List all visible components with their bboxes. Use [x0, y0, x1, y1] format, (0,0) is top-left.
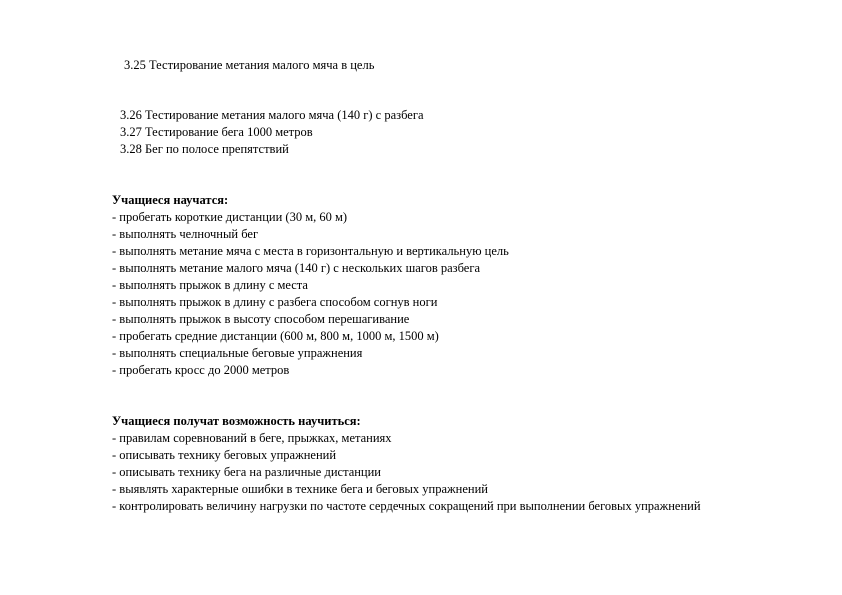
list-item: - выполнять челночный бег: [112, 227, 259, 241]
list-item: - описывать технику бега на различные дистанции: [112, 465, 381, 479]
learn-heading: Учащиеся научатся:: [112, 193, 229, 207]
list-item: - пробегать короткие дистанции (30 м, 60 м): [112, 210, 348, 224]
possible-heading: Учащиеся получат возможность научиться:: [112, 414, 361, 428]
list-item: - выполнять метание малого мяча (140 г) с нескольких шагов разбега: [112, 261, 481, 275]
list-item: - контролировать величину нагрузки по частоте сердечных сокращений при выполнении беговых упражнений: [112, 499, 701, 513]
topic-3-25: 3.25 Тестирование метания малого мяча в цель: [124, 58, 375, 72]
topic-3-26: 3.26 Тестирование метания малого мяча (140 г) с разбега: [120, 108, 424, 122]
list-item: - правилам соревнований в беге, прыжках, метаниях: [112, 431, 392, 445]
list-item: - выполнять прыжок в высоту способом перешагивание: [112, 312, 410, 326]
list-item: - выполнять метание мяча с места в горизонтальную и вертикальную цель: [112, 244, 509, 258]
list-item: - пробегать средние дистанции (600 м, 800 м, 1000 м, 1500 м): [112, 329, 439, 343]
list-item: - выполнять прыжок в длину с места: [112, 278, 308, 292]
list-item: - выявлять характерные ошибки в технике бега и беговых упражнений: [112, 482, 488, 496]
list-item: - описывать технику беговых упражнений: [112, 448, 337, 462]
list-item: - выполнять специальные беговые упражнения: [112, 346, 363, 360]
list-item: - выполнять прыжок в длину с разбега способом согнув ноги: [112, 295, 438, 309]
topic-3-27: 3.27 Тестирование бега 1000 метров: [120, 125, 313, 139]
topic-3-28: 3.28 Бег по полосе препятствий: [120, 142, 289, 156]
list-item: - пробегать кросс до 2000 метров: [112, 363, 290, 377]
